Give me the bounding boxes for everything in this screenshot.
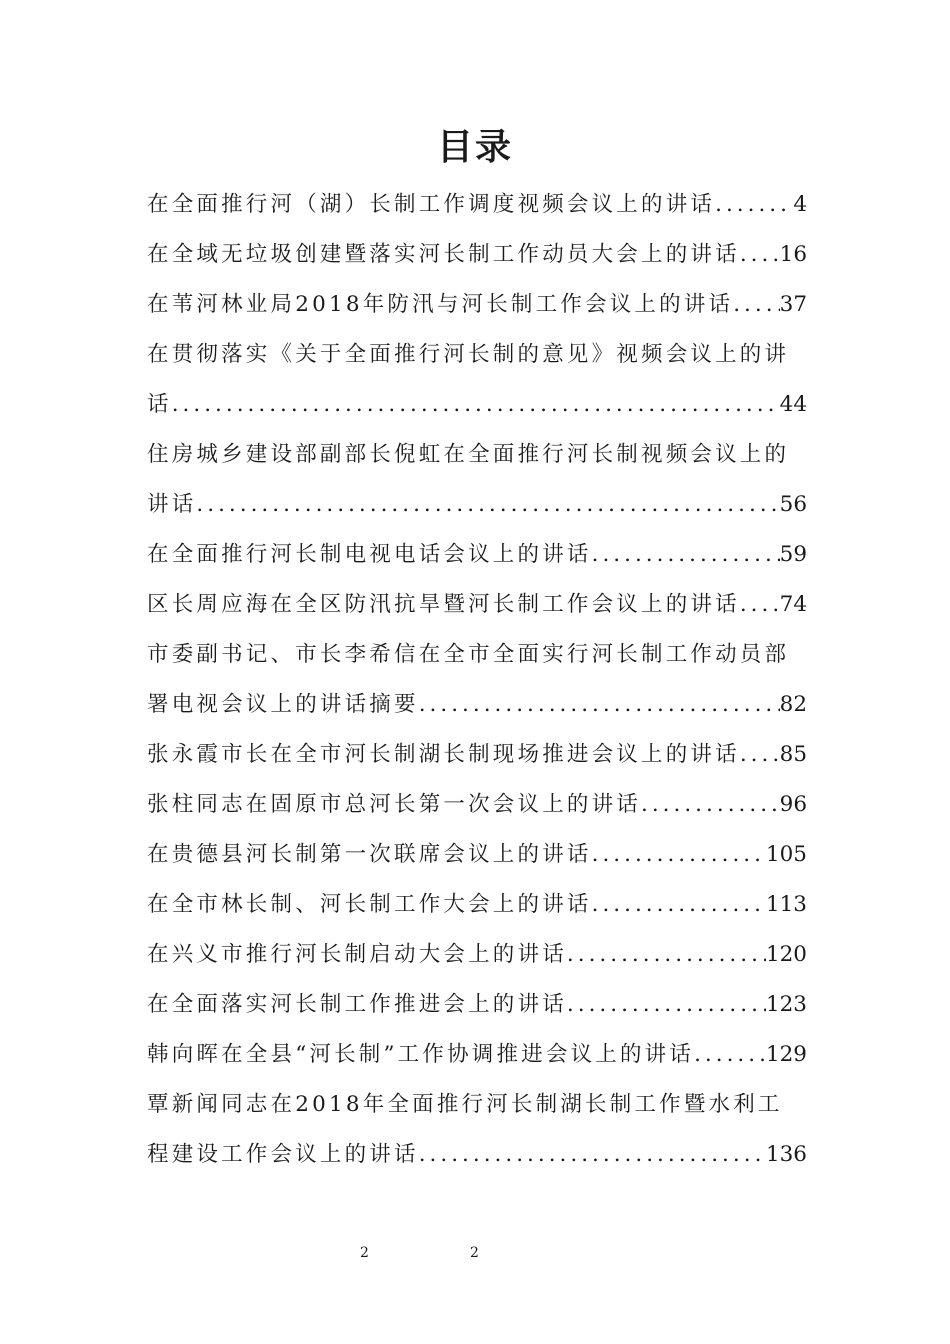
toc-entry-line1[interactable]: 住房城乡建设部副部长倪虹在全面推行河长制视频会议上的 [147, 442, 790, 467]
toc-entry-title: 在全面落实河长制工作推进会上的讲话 [147, 992, 567, 1017]
toc-entry-page: 74 [779, 592, 807, 617]
toc-entry-line1[interactable]: 市委副书记、市长李希信在全市全面实行河长制工作动员部 [147, 642, 790, 667]
toc-entry[interactable] [147, 380, 807, 430]
toc-leader-dots [419, 1130, 766, 1180]
toc-entry-title: 在全面推行河长制电视电话会议上的讲话 [147, 542, 592, 567]
toc-entry[interactable] [147, 280, 807, 330]
toc-entry-page: 37 [779, 292, 807, 317]
toc-leader-dots [641, 780, 780, 830]
toc-entry-page: 16 [779, 242, 807, 267]
toc-entry-page: 44 [779, 392, 807, 417]
toc-entry-title: 在全市林长制、河长制工作大会上的讲话 [147, 892, 592, 917]
toc-entry-page: 105 [765, 842, 807, 867]
toc-entry-title: 署电视会议上的讲话摘要 [147, 692, 419, 717]
toc-entry[interactable] [147, 180, 807, 230]
toc-entry[interactable] [147, 830, 807, 880]
toc-entry[interactable] [147, 530, 807, 580]
toc-entry-page: 123 [765, 992, 807, 1017]
toc-entry[interactable] [147, 780, 807, 830]
toc-entry[interactable] [147, 580, 807, 630]
toc-leader-dots [196, 480, 779, 530]
toc-leader-dots [740, 730, 780, 780]
toc-entry-title: 程建设工作会议上的讲话 [147, 1142, 419, 1167]
toc-entry-page: 129 [765, 1042, 807, 1067]
toc-entry[interactable] [147, 880, 807, 930]
toc-entry[interactable] [147, 230, 807, 280]
toc-leader-dots [592, 880, 766, 930]
toc-entry-page: 4 [793, 192, 807, 217]
toc-entry-page: 120 [765, 942, 807, 967]
toc-entry[interactable] [147, 1130, 807, 1180]
toc-leader-dots [740, 230, 780, 280]
toc-leader-dots [733, 280, 779, 330]
toc-leader-dots [694, 1030, 766, 1080]
toc-entry-page: 96 [779, 792, 807, 817]
toc-entry-title: 张柱同志在固原市总河长第一次会议上的讲话 [147, 792, 642, 817]
toc-leader-dots [592, 830, 766, 880]
toc-entry[interactable] [147, 1030, 807, 1080]
table-of-contents [147, 180, 807, 1180]
toc-leader-dots [172, 380, 780, 430]
toc-entry-title: 在全域无垃圾创建暨落实河长制工作动员大会上的讲话 [147, 242, 740, 267]
page-title: 目录 [436, 126, 513, 168]
toc-entry[interactable] [147, 680, 807, 730]
toc-entry-page: 85 [779, 742, 807, 767]
toc-entry-title: 张永霞市长在全市河长制湖长制现场推进会议上的讲话 [147, 742, 740, 767]
toc-leader-dots [567, 930, 766, 980]
toc-entry[interactable] [147, 730, 807, 780]
toc-entry-line1[interactable]: 在贯彻落实《关于全面推行河长制的意见》视频会议上的讲 [147, 342, 790, 367]
toc-entry-title: 在兴义市推行河长制启动大会上的讲话 [147, 942, 567, 967]
page-number: 2 [360, 1245, 369, 1261]
toc-entry-page: 136 [765, 1142, 807, 1167]
toc-entry-title: 在贵德县河长制第一次联席会议上的讲话 [147, 842, 592, 867]
page-footer [0, 1245, 950, 1269]
toc-entry-title: 讲话 [147, 492, 197, 517]
toc-entry-title: 在苇河林业局2018年防汛与河长制工作会议上的讲话 [147, 292, 734, 317]
toc-entry[interactable] [147, 980, 807, 1030]
toc-leader-dots [740, 580, 780, 630]
toc-leader-dots [715, 180, 793, 230]
toc-entry-title: 话 [147, 392, 172, 417]
toc-entry[interactable] [147, 930, 807, 980]
toc-leader-dots [592, 530, 780, 580]
toc-entry-page: 59 [779, 542, 807, 567]
toc-entry-title: 在全面推行河（湖）长制工作调度视频会议上的讲话 [147, 192, 716, 217]
toc-leader-dots [419, 680, 780, 730]
toc-entry-line1[interactable]: 覃新闻同志在2018年全面推行河长制湖长制工作暨水利工 [147, 1092, 783, 1117]
toc-entry-page: 82 [779, 692, 807, 717]
toc-entry-page: 113 [765, 892, 807, 917]
toc-entry[interactable] [147, 480, 807, 530]
page-number: 2 [470, 1245, 479, 1261]
toc-entry-page: 56 [779, 492, 807, 517]
toc-leader-dots [567, 980, 766, 1030]
toc-entry-title: 区长周应海在全区防汛抗旱暨河长制工作会议上的讲话 [147, 592, 740, 617]
toc-entry-title: 韩向晖在全县“河长制”工作协调推进会议上的讲话 [147, 1042, 695, 1067]
